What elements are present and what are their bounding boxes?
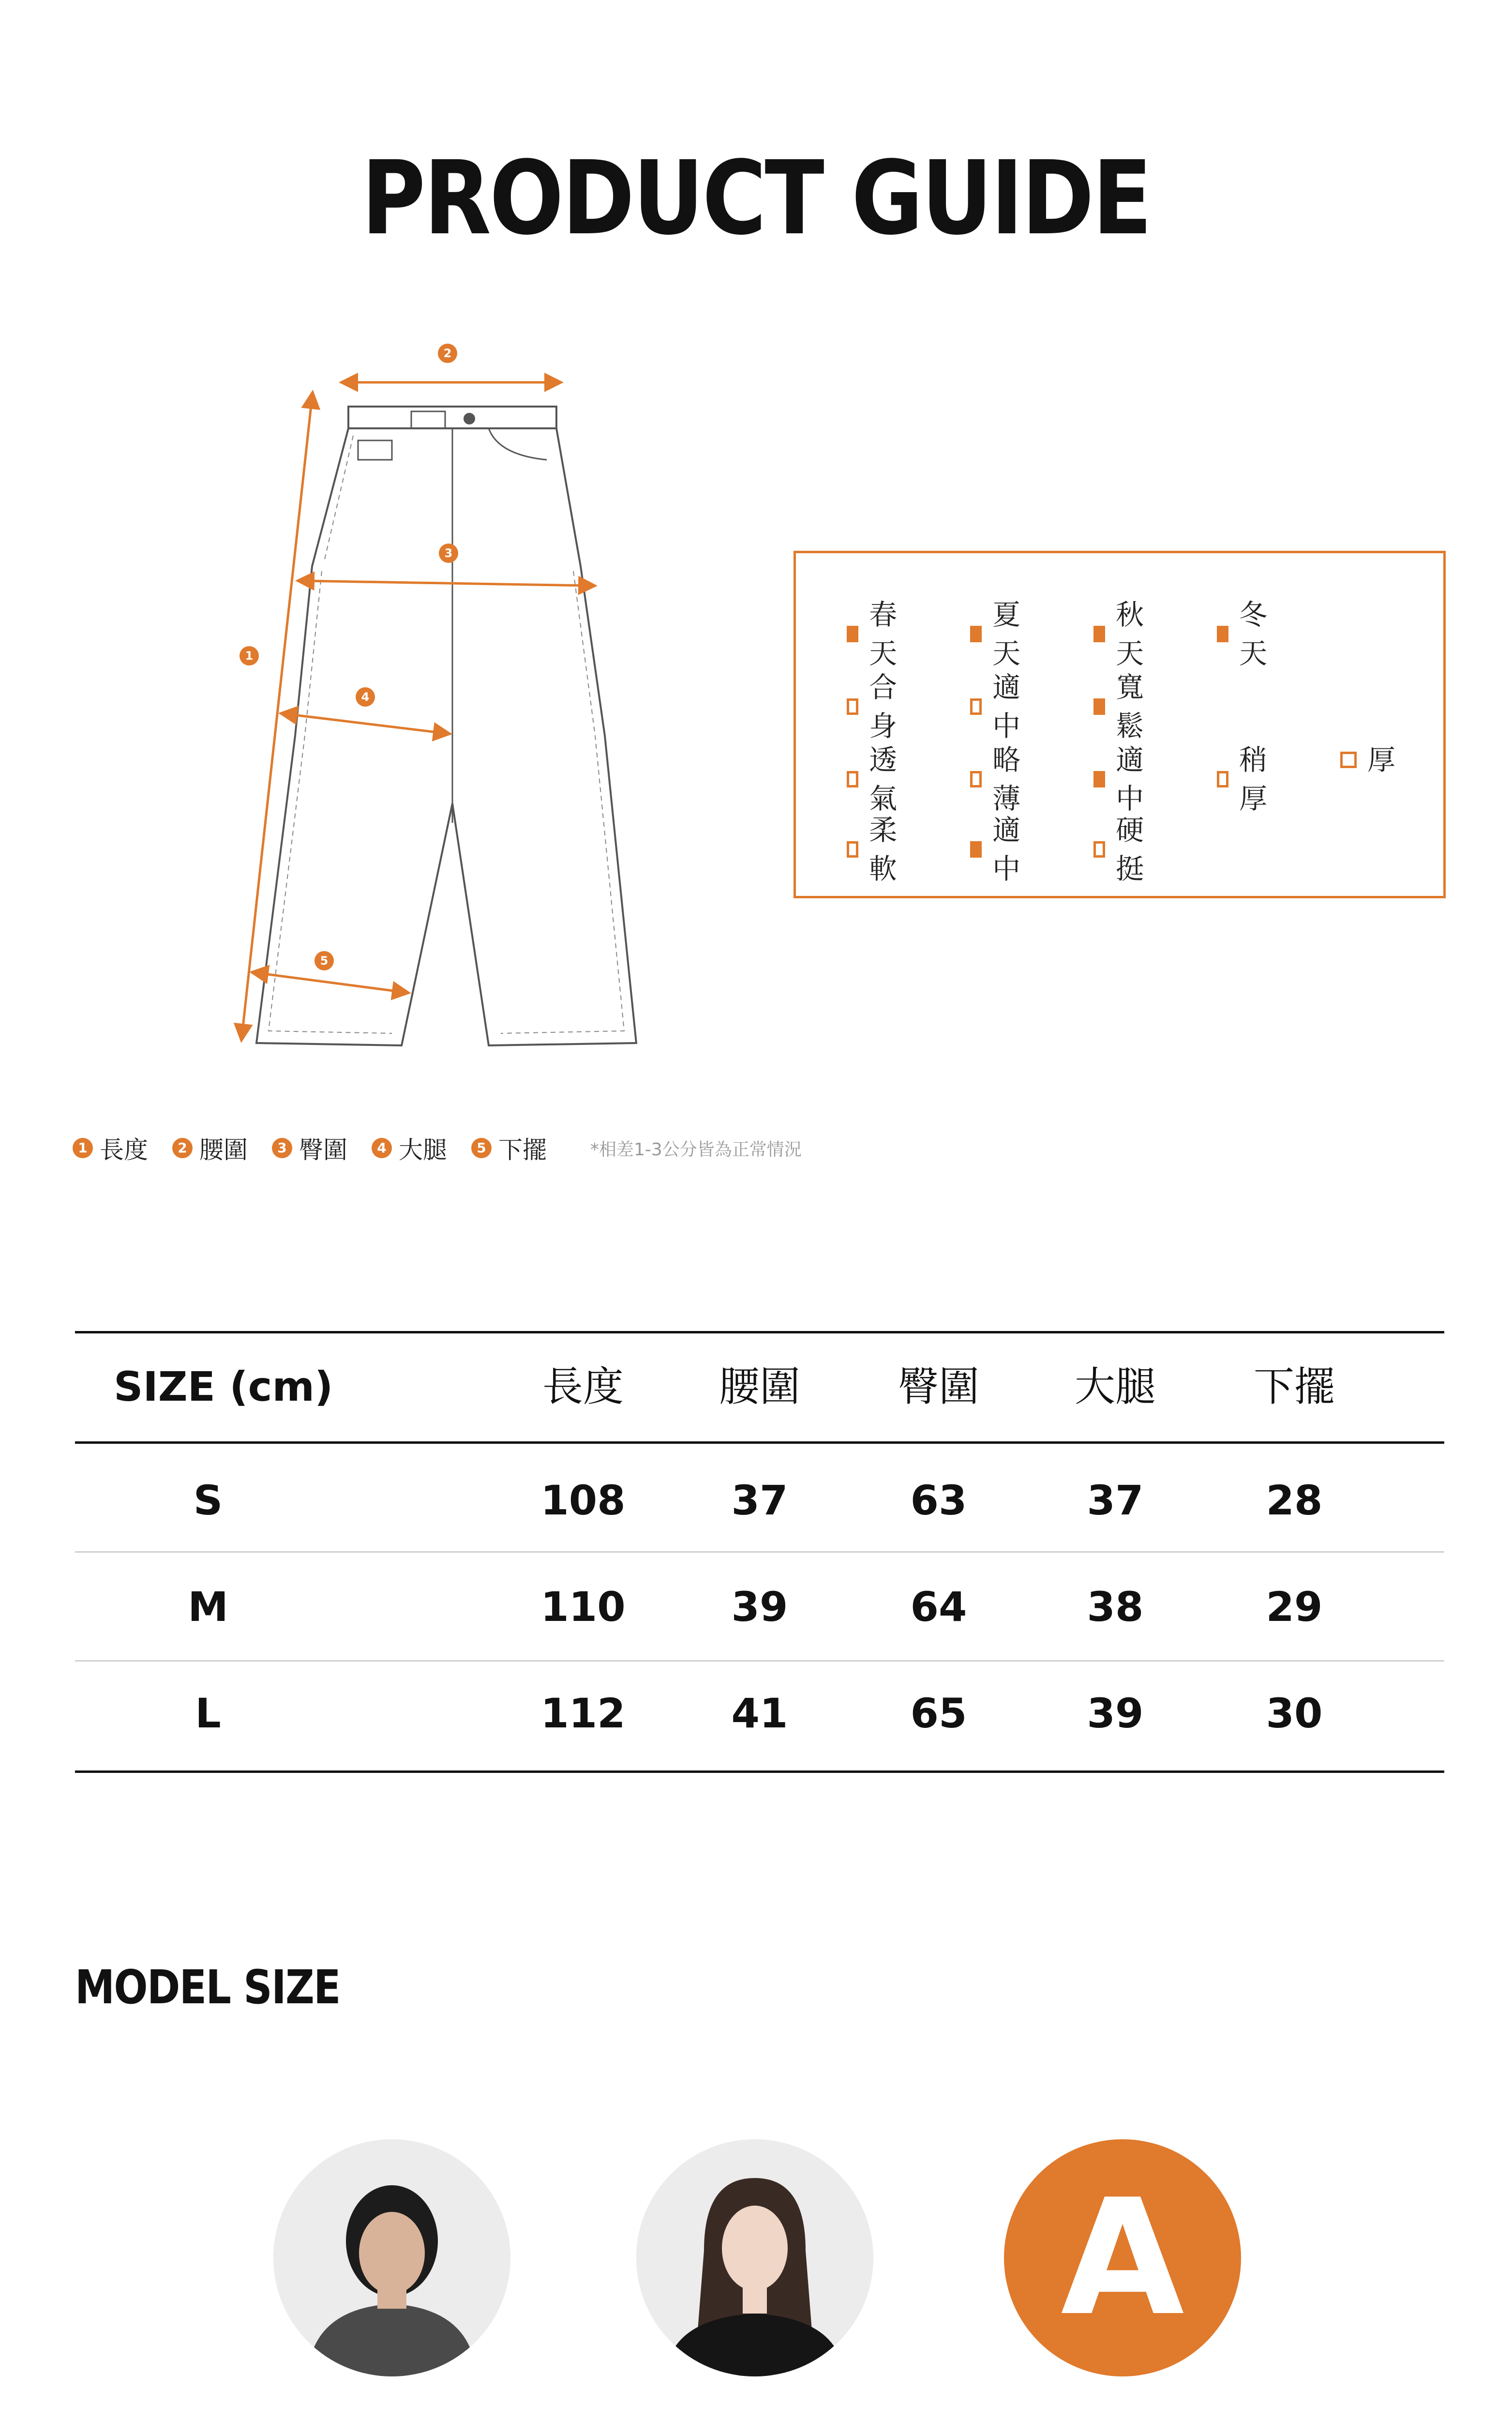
checkbox-icon bbox=[1340, 752, 1357, 768]
marker-2: 2 bbox=[443, 347, 452, 360]
checkbox-icon bbox=[970, 841, 982, 858]
arrow-thigh bbox=[285, 714, 445, 733]
table-cell: 29 bbox=[1266, 1583, 1323, 1631]
pants-diagram bbox=[208, 339, 673, 1065]
attr-item: 秋天 bbox=[1093, 595, 1149, 673]
table-cell: 28 bbox=[1266, 1477, 1323, 1524]
checkbox-icon bbox=[1093, 841, 1105, 858]
checkbox-icon bbox=[1093, 626, 1105, 642]
checkbox-icon bbox=[1093, 771, 1105, 787]
page-title: PRODUCT GUIDE bbox=[361, 139, 1151, 257]
fabric-attributes-box bbox=[793, 551, 1446, 898]
table-cell: 110 bbox=[540, 1583, 626, 1631]
attr-item: 冬天 bbox=[1217, 595, 1272, 673]
marker-5: 5 bbox=[320, 954, 329, 968]
attr-item: 厚 bbox=[1340, 741, 1395, 779]
table-header-cell: 大腿 bbox=[1074, 1363, 1156, 1410]
checkbox-icon bbox=[970, 771, 982, 787]
legend-item: 3 臀圍 bbox=[272, 1131, 347, 1165]
table-cell: 30 bbox=[1266, 1690, 1323, 1737]
table-divider bbox=[75, 1331, 1444, 1333]
marker-1: 1 bbox=[245, 649, 254, 663]
measure-arrows bbox=[242, 382, 590, 1036]
attr-item: 略薄 bbox=[970, 741, 1025, 818]
table-cell: 65 bbox=[910, 1690, 967, 1737]
measure-markers bbox=[240, 344, 458, 970]
arrow-hip bbox=[302, 581, 590, 586]
table-header-cell: 下擺 bbox=[1253, 1363, 1335, 1410]
legend-item: 5 下擺 bbox=[471, 1131, 547, 1165]
table-cell: 37 bbox=[1087, 1477, 1144, 1524]
table-header-cell: 臀圍 bbox=[898, 1363, 979, 1410]
table-cell: 37 bbox=[731, 1477, 788, 1524]
arrow-hem bbox=[256, 973, 404, 992]
attr-item: 寬鬆 bbox=[1093, 668, 1149, 745]
table-cell: 41 bbox=[731, 1690, 788, 1737]
checkbox-icon bbox=[1093, 698, 1105, 715]
model-card bbox=[223, 2139, 561, 2420]
attr-item: 適中 bbox=[970, 668, 1025, 745]
legend-item: 2 腰圍 bbox=[172, 1131, 248, 1165]
tolerance-note: *相差1-3公分皆為正常情況 bbox=[590, 1139, 802, 1160]
legend-item: 1 長度 bbox=[73, 1131, 148, 1165]
attr-item: 柔軟 bbox=[847, 811, 902, 888]
table-divider bbox=[75, 1441, 1444, 1444]
checkbox-icon bbox=[1217, 771, 1228, 787]
checkbox-icon bbox=[847, 841, 858, 858]
model-card bbox=[585, 2139, 924, 2420]
checkbox-icon bbox=[970, 626, 982, 642]
table-cell: 108 bbox=[540, 1477, 626, 1524]
table-cell: 39 bbox=[1087, 1690, 1144, 1737]
attr-item: 合身 bbox=[847, 668, 902, 745]
marker-3: 3 bbox=[444, 546, 453, 560]
avatar: A bbox=[1004, 2139, 1241, 2376]
avatar bbox=[273, 2139, 510, 2376]
attr-item: 適中 bbox=[970, 811, 1025, 888]
attr-item: 稍厚 bbox=[1217, 741, 1272, 818]
table-header-cell: 長度 bbox=[542, 1363, 624, 1410]
model-photo-female-icon bbox=[636, 2139, 873, 2376]
table-cell: 63 bbox=[910, 1477, 967, 1524]
table-divider bbox=[75, 1660, 1444, 1662]
checkbox-icon bbox=[847, 626, 858, 642]
measurement-legend bbox=[73, 1129, 802, 1167]
attr-item: 適中 bbox=[1093, 741, 1149, 818]
table-cell: 112 bbox=[540, 1690, 626, 1737]
table-cell: M bbox=[188, 1583, 228, 1631]
model-card bbox=[953, 2139, 1292, 2420]
attr-item: 夏天 bbox=[970, 595, 1025, 673]
checkbox-icon bbox=[970, 698, 982, 715]
table-cell: 39 bbox=[731, 1583, 788, 1631]
attr-item: 硬挺 bbox=[1093, 811, 1149, 888]
marker-4: 4 bbox=[361, 690, 370, 704]
attr-item: 春天 bbox=[847, 595, 902, 673]
table-cell: 64 bbox=[910, 1583, 967, 1631]
legend-item: 4 大腿 bbox=[372, 1131, 447, 1165]
attr-item: 透氣 bbox=[847, 741, 902, 818]
checkbox-icon bbox=[847, 698, 858, 715]
table-divider bbox=[75, 1551, 1444, 1553]
table-header-cell: 腰圍 bbox=[719, 1363, 800, 1410]
table-cell: L bbox=[195, 1690, 221, 1737]
table-divider bbox=[75, 1770, 1444, 1773]
model-size-title: MODEL SIZE bbox=[75, 1960, 340, 2014]
pants-outline bbox=[256, 407, 636, 1045]
model-photo-male-icon bbox=[273, 2139, 510, 2376]
table-cell: S bbox=[193, 1477, 223, 1524]
table-header-cell: SIZE (cm) bbox=[114, 1363, 333, 1410]
checkbox-icon bbox=[847, 771, 858, 787]
checkbox-icon bbox=[1217, 626, 1228, 642]
avatar bbox=[636, 2139, 873, 2376]
table-cell: 38 bbox=[1087, 1583, 1144, 1631]
